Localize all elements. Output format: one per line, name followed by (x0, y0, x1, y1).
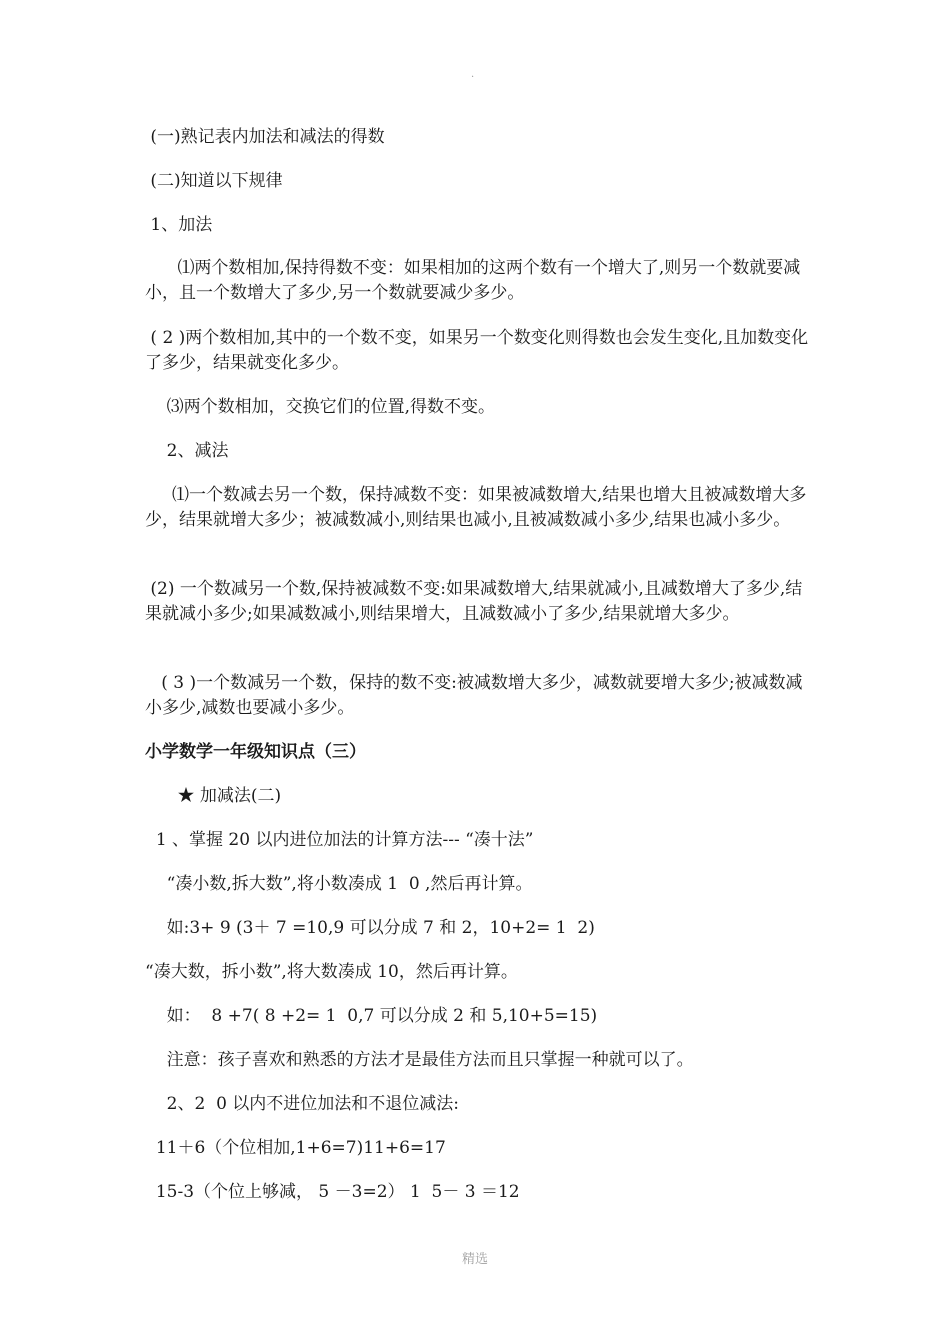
header-mark: . (471, 69, 475, 80)
example-1: 如:3+ 9 (3＋ 7 =10,9 可以分成 7 和 2，10+2= 1 2) (145, 918, 595, 938)
paragraph-1: (一)熟记表内加法和减法的得数 (145, 127, 385, 147)
section-heading: 小学数学一年级知识点（三） (145, 742, 366, 762)
example-4: 15-3（个位上够减， 5 －3=2） 1 5－ 3 ＝12 (145, 1182, 520, 1202)
addition-rule-3: ⑶两个数相加，交换它们的位置,得数不变。 (145, 397, 496, 417)
paragraph-2: (二)知道以下规律 (145, 171, 283, 191)
addition-rule-2: ( 2 )两个数相加,其中的一个数不变，如果另一个数变化则得数也会发生变化,且加数变化了多少，结果就变化多少。 (145, 328, 809, 373)
subtraction-rule-2: (2) 一个数减另一个数,保持被减数不变:如果减数增大,结果就减小,且减数增大了多少,结果就减小多少;如果减数减小,则结果增大，且减数减小了多少,结果就增大多少。 (145, 579, 803, 624)
paragraph-big-number: “凑大数，拆小数”,将大数凑成 10，然后再计算。 (145, 962, 518, 982)
example-2: 如： 8 +7( 8 +2= 1 0,7 可以分成 2 和 5,10+5=15) (145, 1006, 598, 1026)
paragraph-small-number: “凑小数,拆大数”,将小数凑成 1 0 ,然后再计算。 (145, 874, 533, 894)
addition-rule-1: ⑴两个数相加,保持得数不变：如果相加的这两个数有一个增大了,则另一个数就要减小，且一个数增大了多少,另一个数就要减少多少。 (145, 258, 801, 303)
page-footer: 精选 (461, 1252, 488, 1267)
subtraction-rule-1: ⑴一个数减去另一个数，保持减数不变：如果被减数增大,结果也增大且被减数增大多少，结果就增大多少；被减数减小,则结果也减小,且被减数减小多少,结果也减小多少。 (145, 485, 807, 530)
section-subtraction: 2、减法 (145, 441, 229, 461)
paragraph-no-carry: 2、2 0 以内不进位加法和不退位减法: (145, 1094, 460, 1114)
subtraction-rule-3: ( 3 )一个数减另一个数，保持的数不变:被减数增大多少，减数就要增大多少;被减数减小多少,减数也要减小多少。 (145, 673, 803, 718)
paragraph-make-ten: 1 、掌握 20 以内进位加法的计算方法--- “凑十法” (145, 830, 534, 850)
example-3: 11＋6（个位相加,1+6=7)11+6=17 (145, 1138, 446, 1158)
subheading-add-sub: ★ 加减法(二) (145, 786, 282, 806)
note: 注意：孩子喜欢和熟悉的方法才是最佳方法而且只掌握一种就可以了。 (145, 1050, 694, 1070)
section-addition: 1、加法 (145, 215, 213, 235)
